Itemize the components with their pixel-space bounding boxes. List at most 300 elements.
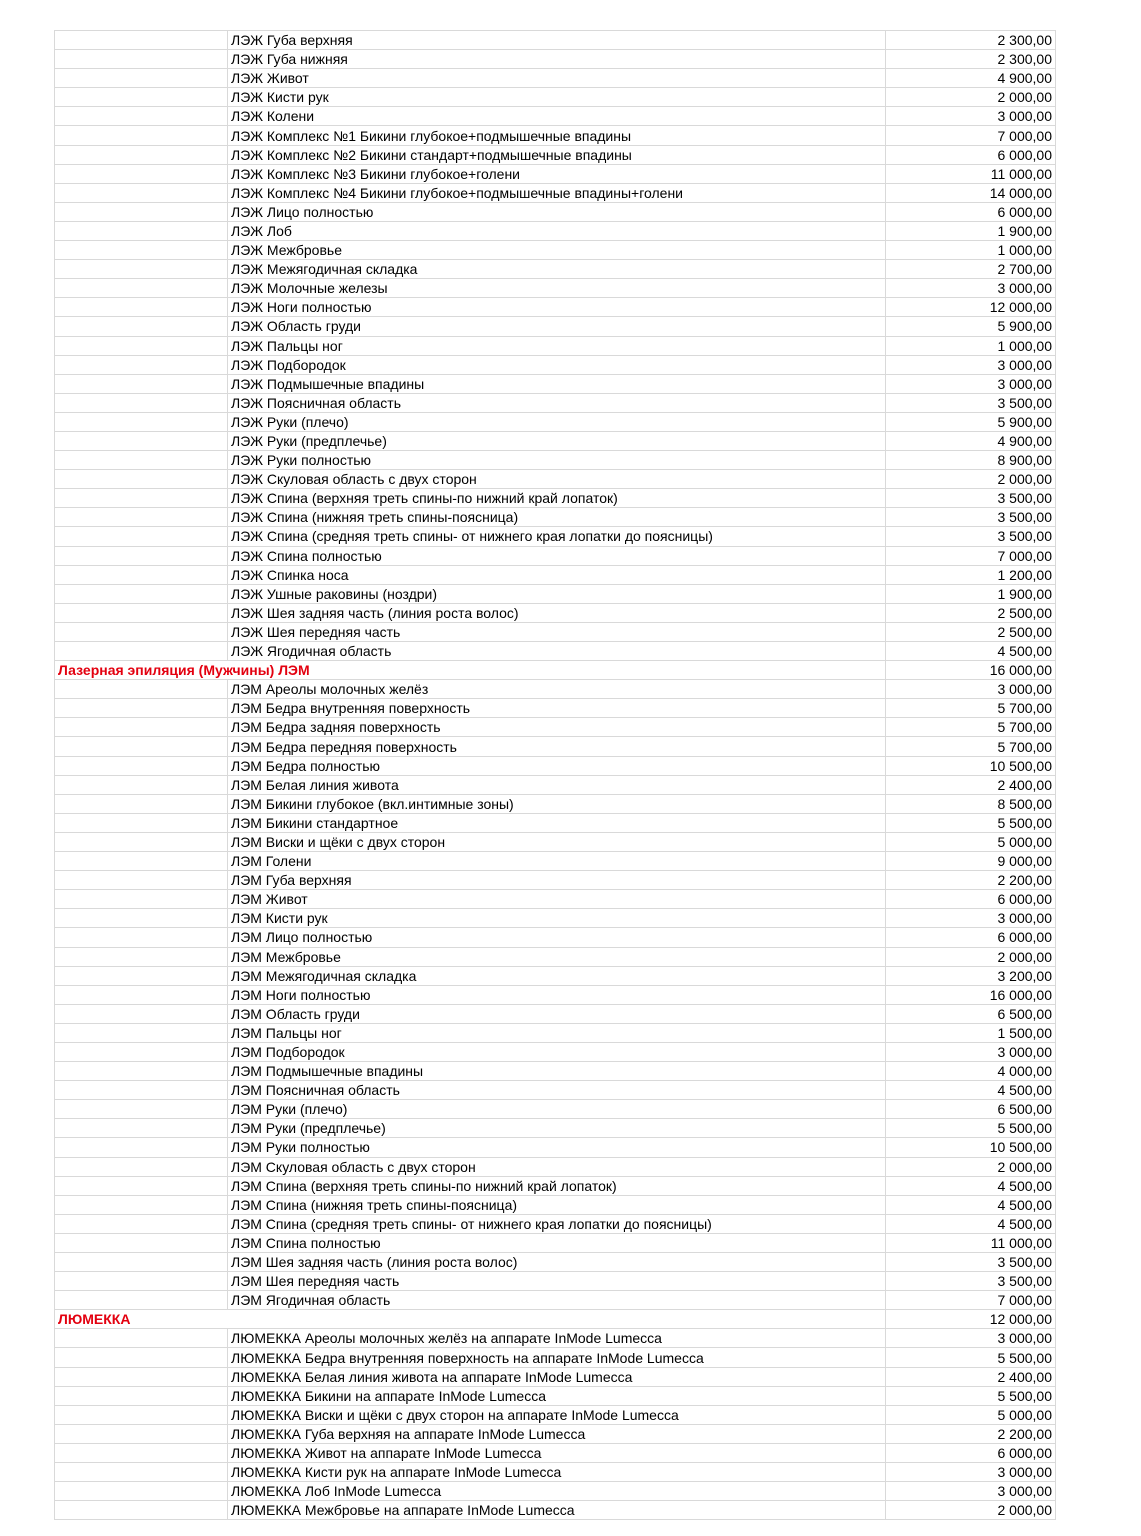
service-row xyxy=(55,1176,1056,1195)
service-row xyxy=(55,221,1056,240)
service-price: 2 300,00 xyxy=(886,31,1056,50)
service-row xyxy=(55,1157,1056,1176)
service-name: ЛЭЖ Ноги полностью xyxy=(228,298,886,317)
service-price: 5 000,00 xyxy=(886,832,1056,851)
empty-cell xyxy=(55,451,228,470)
service-row xyxy=(55,31,1056,50)
service-price: 11 000,00 xyxy=(886,164,1056,183)
service-row xyxy=(55,107,1056,126)
service-price: 4 500,00 xyxy=(886,1081,1056,1100)
service-price: 6 000,00 xyxy=(886,202,1056,221)
service-row xyxy=(55,584,1056,603)
service-row xyxy=(55,1482,1056,1501)
category-price: 16 000,00 xyxy=(886,661,1056,680)
service-price: 16 000,00 xyxy=(886,985,1056,1004)
service-row xyxy=(55,1272,1056,1291)
service-row xyxy=(55,145,1056,164)
service-name: ЛЭМ Межбровье xyxy=(228,947,886,966)
empty-cell xyxy=(55,1367,228,1386)
service-price: 2 500,00 xyxy=(886,603,1056,622)
empty-cell xyxy=(55,1463,228,1482)
service-name: ЛЭЖ Руки (предплечье) xyxy=(228,431,886,450)
service-row xyxy=(55,88,1056,107)
service-row xyxy=(55,928,1056,947)
price-list-sheet xyxy=(54,30,1055,1520)
empty-cell xyxy=(55,260,228,279)
empty-cell xyxy=(55,890,228,909)
service-name: ЛЭЖ Комплекс №2 Бикини стандарт+подмышечные впадины xyxy=(228,145,886,164)
empty-cell xyxy=(228,661,886,680)
service-price: 3 000,00 xyxy=(886,279,1056,298)
service-price: 4 500,00 xyxy=(886,1195,1056,1214)
service-name: ЛЭМ Спина (нижняя треть спины-поясница) xyxy=(228,1195,886,1214)
service-price: 5 900,00 xyxy=(886,412,1056,431)
service-name: ЛЭЖ Лицо полностью xyxy=(228,202,886,221)
service-row xyxy=(55,603,1056,622)
empty-cell xyxy=(55,1100,228,1119)
service-name: ЛЭЖ Живот xyxy=(228,69,886,88)
service-price: 3 200,00 xyxy=(886,966,1056,985)
service-price: 2 000,00 xyxy=(886,1157,1056,1176)
empty-cell xyxy=(55,164,228,183)
service-price: 3 000,00 xyxy=(886,1482,1056,1501)
empty-cell xyxy=(55,1062,228,1081)
service-name: ЛЮМЕККА Бедра внутренняя поверхность на аппарате InMode Lumecca xyxy=(228,1348,886,1367)
service-price: 3 500,00 xyxy=(886,489,1056,508)
empty-cell xyxy=(55,642,228,661)
empty-cell xyxy=(55,966,228,985)
service-name: ЛЮМЕККА Межбровье на аппарате InMode Lumecca xyxy=(228,1501,886,1520)
service-name: ЛЭЖ Молочные железы xyxy=(228,279,886,298)
service-row xyxy=(55,1291,1056,1310)
service-name: ЛЭЖ Межягодичная складка xyxy=(228,260,886,279)
empty-cell xyxy=(55,107,228,126)
service-row xyxy=(55,489,1056,508)
service-name: ЛЭЖ Межбровье xyxy=(228,241,886,260)
empty-cell xyxy=(55,680,228,699)
service-name: ЛЭЖ Спина (нижняя треть спины-поясница) xyxy=(228,508,886,527)
service-price: 2 500,00 xyxy=(886,622,1056,641)
empty-cell xyxy=(55,145,228,164)
service-name: ЛЭМ Белая линия живота xyxy=(228,775,886,794)
service-price: 2 000,00 xyxy=(886,470,1056,489)
service-row xyxy=(55,985,1056,1004)
empty-cell xyxy=(55,1348,228,1367)
service-price: 3 000,00 xyxy=(886,1463,1056,1482)
service-row xyxy=(55,1195,1056,1214)
empty-cell xyxy=(55,221,228,240)
category-title: ЛЮМЕККА xyxy=(55,1310,228,1329)
service-row xyxy=(55,202,1056,221)
service-row xyxy=(55,813,1056,832)
service-row xyxy=(55,470,1056,489)
service-row xyxy=(55,1329,1056,1348)
service-price: 2 200,00 xyxy=(886,871,1056,890)
empty-cell xyxy=(55,1081,228,1100)
empty-cell xyxy=(55,1023,228,1042)
empty-cell xyxy=(55,183,228,202)
service-row xyxy=(55,737,1056,756)
service-price: 2 300,00 xyxy=(886,50,1056,69)
empty-cell xyxy=(55,489,228,508)
service-row xyxy=(55,1119,1056,1138)
empty-cell xyxy=(55,1004,228,1023)
empty-cell xyxy=(55,909,228,928)
service-price: 5 700,00 xyxy=(886,718,1056,737)
service-name: ЛЭЖ Подмышечные впадины xyxy=(228,374,886,393)
empty-cell xyxy=(55,1443,228,1462)
service-row xyxy=(55,909,1056,928)
empty-cell xyxy=(55,317,228,336)
service-row xyxy=(55,527,1056,546)
service-name: ЛЭМ Кисти рук xyxy=(228,909,886,928)
service-row xyxy=(55,279,1056,298)
service-name: ЛЭМ Руки полностью xyxy=(228,1138,886,1157)
service-row xyxy=(55,565,1056,584)
service-price: 3 000,00 xyxy=(886,1329,1056,1348)
service-row xyxy=(55,546,1056,565)
empty-cell xyxy=(55,1119,228,1138)
service-name: ЛЭМ Лицо полностью xyxy=(228,928,886,947)
service-row xyxy=(55,1386,1056,1405)
service-price: 3 000,00 xyxy=(886,374,1056,393)
price-table xyxy=(54,30,1056,1520)
service-name: ЛЭМ Бедра полностью xyxy=(228,756,886,775)
service-row xyxy=(55,1405,1056,1424)
service-row xyxy=(55,852,1056,871)
service-name: ЛЮМЕККА Кисти рук на аппарате InMode Lumecca xyxy=(228,1463,886,1482)
service-row xyxy=(55,393,1056,412)
service-row xyxy=(55,1081,1056,1100)
empty-cell xyxy=(55,1329,228,1348)
service-price: 1 000,00 xyxy=(886,241,1056,260)
service-price: 7 000,00 xyxy=(886,546,1056,565)
service-price: 11 000,00 xyxy=(886,1233,1056,1252)
empty-cell xyxy=(55,1176,228,1195)
service-price: 5 500,00 xyxy=(886,1119,1056,1138)
service-row xyxy=(55,1367,1056,1386)
empty-cell xyxy=(55,374,228,393)
empty-cell xyxy=(55,718,228,737)
empty-cell xyxy=(55,871,228,890)
empty-cell xyxy=(55,31,228,50)
service-price: 3 500,00 xyxy=(886,1253,1056,1272)
service-price: 2 000,00 xyxy=(886,88,1056,107)
category-row xyxy=(55,661,1056,680)
service-row xyxy=(55,622,1056,641)
service-row xyxy=(55,1424,1056,1443)
service-row xyxy=(55,871,1056,890)
service-row xyxy=(55,50,1056,69)
service-name: ЛЭМ Виски и щёки с двух сторон xyxy=(228,832,886,851)
service-price: 3 500,00 xyxy=(886,1272,1056,1291)
service-row xyxy=(55,431,1056,450)
service-row xyxy=(55,680,1056,699)
service-price: 5 500,00 xyxy=(886,1348,1056,1367)
service-price: 5 700,00 xyxy=(886,737,1056,756)
service-row xyxy=(55,355,1056,374)
service-row xyxy=(55,298,1056,317)
service-price: 5 000,00 xyxy=(886,1405,1056,1424)
service-name: ЛЭМ Спина (средняя треть спины- от нижнего края лопатки до поясницы) xyxy=(228,1214,886,1233)
service-row xyxy=(55,718,1056,737)
service-row xyxy=(55,642,1056,661)
service-row xyxy=(55,794,1056,813)
service-row xyxy=(55,241,1056,260)
service-name: ЛЭМ Бедра задняя поверхность xyxy=(228,718,886,737)
service-name: ЛЭМ Поясничная область xyxy=(228,1081,886,1100)
service-name: ЛЮМЕККА Лоб InMode Lumecca xyxy=(228,1482,886,1501)
service-row xyxy=(55,374,1056,393)
service-name: ЛЭМ Пальцы ног xyxy=(228,1023,886,1042)
service-name: ЛЮМЕККА Бикини на аппарате InMode Lumecca xyxy=(228,1386,886,1405)
empty-cell xyxy=(55,546,228,565)
service-price: 3 000,00 xyxy=(886,909,1056,928)
empty-cell xyxy=(55,431,228,450)
service-name: ЛЭЖ Область груди xyxy=(228,317,886,336)
category-row xyxy=(55,1310,1056,1329)
service-price: 3 000,00 xyxy=(886,107,1056,126)
empty-cell xyxy=(55,470,228,489)
service-row xyxy=(55,775,1056,794)
service-price: 8 900,00 xyxy=(886,451,1056,470)
service-row xyxy=(55,1443,1056,1462)
empty-cell xyxy=(55,1157,228,1176)
service-name: ЛЭМ Голени xyxy=(228,852,886,871)
empty-cell xyxy=(55,1042,228,1061)
service-name: ЛЭМ Бикини стандартное xyxy=(228,813,886,832)
service-name: ЛЭЖ Кисти рук xyxy=(228,88,886,107)
empty-cell xyxy=(55,412,228,431)
empty-cell xyxy=(55,1291,228,1310)
service-price: 6 500,00 xyxy=(886,1100,1056,1119)
service-name: ЛЭМ Подмышечные впадины xyxy=(228,1062,886,1081)
category-title: Лазерная эпиляция (Мужчины) ЛЭМ xyxy=(55,661,228,680)
service-name: ЛЮМЕККА Ареолы молочных желёз на аппарате InMode Lumecca xyxy=(228,1329,886,1348)
service-row xyxy=(55,1138,1056,1157)
service-name: ЛЭМ Губа верхняя xyxy=(228,871,886,890)
service-price: 1 000,00 xyxy=(886,336,1056,355)
empty-cell xyxy=(55,88,228,107)
service-price: 2 700,00 xyxy=(886,260,1056,279)
service-row xyxy=(55,1100,1056,1119)
service-row xyxy=(55,947,1056,966)
service-name: ЛЭМ Межягодичная складка xyxy=(228,966,886,985)
service-price: 5 500,00 xyxy=(886,813,1056,832)
empty-cell xyxy=(55,947,228,966)
empty-cell xyxy=(55,603,228,622)
service-name: ЛЭМ Спина (верхняя треть спины-по нижний край лопаток) xyxy=(228,1176,886,1195)
empty-cell xyxy=(228,1310,886,1329)
empty-cell xyxy=(55,794,228,813)
service-name: ЛЭЖ Руки полностью xyxy=(228,451,886,470)
service-price: 10 500,00 xyxy=(886,1138,1056,1157)
empty-cell xyxy=(55,1253,228,1272)
service-row xyxy=(55,1214,1056,1233)
service-price: 5 900,00 xyxy=(886,317,1056,336)
service-price: 3 000,00 xyxy=(886,1042,1056,1061)
service-name: ЛЭМ Шея передняя часть xyxy=(228,1272,886,1291)
service-name: ЛЭМ Спина полностью xyxy=(228,1233,886,1252)
service-price: 6 500,00 xyxy=(886,1004,1056,1023)
service-price: 3 000,00 xyxy=(886,355,1056,374)
empty-cell xyxy=(55,298,228,317)
service-price: 4 500,00 xyxy=(886,642,1056,661)
empty-cell xyxy=(55,1482,228,1501)
service-price: 14 000,00 xyxy=(886,183,1056,202)
service-price: 6 000,00 xyxy=(886,928,1056,947)
service-name: ЛЭМ Подбородок xyxy=(228,1042,886,1061)
service-name: ЛЭЖ Скуловая область с двух сторон xyxy=(228,470,886,489)
service-row xyxy=(55,451,1056,470)
service-price: 6 000,00 xyxy=(886,145,1056,164)
service-name: ЛЮМЕККА Живот на аппарате InMode Lumecca xyxy=(228,1443,886,1462)
service-price: 3 500,00 xyxy=(886,508,1056,527)
empty-cell xyxy=(55,1138,228,1157)
service-price: 2 000,00 xyxy=(886,947,1056,966)
empty-cell xyxy=(55,1501,228,1520)
service-price: 5 500,00 xyxy=(886,1386,1056,1405)
service-price: 6 000,00 xyxy=(886,890,1056,909)
service-price: 1 500,00 xyxy=(886,1023,1056,1042)
service-name: ЛЭЖ Губа нижняя xyxy=(228,50,886,69)
service-price: 4 500,00 xyxy=(886,1214,1056,1233)
empty-cell xyxy=(55,928,228,947)
service-name: ЛЭМ Бедра внутренняя поверхность xyxy=(228,699,886,718)
service-name: ЛЭЖ Лоб xyxy=(228,221,886,240)
service-row xyxy=(55,412,1056,431)
service-row xyxy=(55,756,1056,775)
service-row xyxy=(55,1463,1056,1482)
empty-cell xyxy=(55,699,228,718)
empty-cell xyxy=(55,241,228,260)
service-name: ЛЭМ Скуловая область с двух сторон xyxy=(228,1157,886,1176)
service-row xyxy=(55,336,1056,355)
empty-cell xyxy=(55,985,228,1004)
service-row xyxy=(55,1042,1056,1061)
service-row xyxy=(55,1004,1056,1023)
service-row xyxy=(55,260,1056,279)
service-name: ЛЭЖ Шея задняя часть (линия роста волос) xyxy=(228,603,886,622)
service-price: 1 900,00 xyxy=(886,221,1056,240)
service-row xyxy=(55,69,1056,88)
service-name: ЛЭМ Ягодичная область xyxy=(228,1291,886,1310)
service-name: ЛЭЖ Спина (верхняя треть спины-по нижний край лопаток) xyxy=(228,489,886,508)
service-name: ЛЭМ Бикини глубокое (вкл.интимные зоны) xyxy=(228,794,886,813)
service-row xyxy=(55,966,1056,985)
service-name: ЛЭМ Область груди xyxy=(228,1004,886,1023)
empty-cell xyxy=(55,355,228,374)
service-price: 2 000,00 xyxy=(886,1501,1056,1520)
service-name: ЛЭЖ Губа верхняя xyxy=(228,31,886,50)
category-price: 12 000,00 xyxy=(886,1310,1056,1329)
service-price: 10 500,00 xyxy=(886,756,1056,775)
service-price: 2 400,00 xyxy=(886,1367,1056,1386)
service-price: 3 500,00 xyxy=(886,527,1056,546)
service-name: ЛЭМ Ареолы молочных желёз xyxy=(228,680,886,699)
service-name: ЛЭЖ Подбородок xyxy=(228,355,886,374)
empty-cell xyxy=(55,50,228,69)
empty-cell xyxy=(55,832,228,851)
service-price: 8 500,00 xyxy=(886,794,1056,813)
service-name: ЛЭЖ Поясничная область xyxy=(228,393,886,412)
service-price: 4 000,00 xyxy=(886,1062,1056,1081)
service-name: ЛЭМ Шея задняя часть (линия роста волос) xyxy=(228,1253,886,1272)
empty-cell xyxy=(55,737,228,756)
empty-cell xyxy=(55,1195,228,1214)
service-name: ЛЮМЕККА Белая линия живота на аппарате InMode Lumecca xyxy=(228,1367,886,1386)
empty-cell xyxy=(55,775,228,794)
empty-cell xyxy=(55,756,228,775)
empty-cell xyxy=(55,336,228,355)
service-name: ЛЭЖ Руки (плечо) xyxy=(228,412,886,431)
service-name: ЛЭЖ Спина (средняя треть спины- от нижнего края лопатки до поясницы) xyxy=(228,527,886,546)
service-row xyxy=(55,183,1056,202)
service-name: ЛЭЖ Пальцы ног xyxy=(228,336,886,355)
service-row xyxy=(55,164,1056,183)
service-price: 3 000,00 xyxy=(886,680,1056,699)
service-price: 7 000,00 xyxy=(886,1291,1056,1310)
service-name: ЛЭМ Руки (предплечье) xyxy=(228,1119,886,1138)
service-row xyxy=(55,1348,1056,1367)
service-row xyxy=(55,890,1056,909)
service-price: 3 500,00 xyxy=(886,393,1056,412)
service-name: ЛЭЖ Ушные раковины (ноздри) xyxy=(228,584,886,603)
service-row xyxy=(55,317,1056,336)
empty-cell xyxy=(55,527,228,546)
empty-cell xyxy=(55,393,228,412)
service-name: ЛЭМ Живот xyxy=(228,890,886,909)
service-price: 6 000,00 xyxy=(886,1443,1056,1462)
service-price: 9 000,00 xyxy=(886,852,1056,871)
service-price: 2 200,00 xyxy=(886,1424,1056,1443)
empty-cell xyxy=(55,565,228,584)
service-price: 4 500,00 xyxy=(886,1176,1056,1195)
empty-cell xyxy=(55,1272,228,1291)
empty-cell xyxy=(55,584,228,603)
empty-cell xyxy=(55,852,228,871)
empty-cell xyxy=(55,1386,228,1405)
service-name: ЛЭМ Руки (плечо) xyxy=(228,1100,886,1119)
service-name: ЛЭЖ Ягодичная область xyxy=(228,642,886,661)
service-row xyxy=(55,1501,1056,1520)
price-table-body xyxy=(55,31,1056,1520)
empty-cell xyxy=(55,1424,228,1443)
empty-cell xyxy=(55,202,228,221)
service-name: ЛЭЖ Комплекс №1 Бикини глубокое+подмышечные впадины xyxy=(228,126,886,145)
empty-cell xyxy=(55,69,228,88)
empty-cell xyxy=(55,1214,228,1233)
empty-cell xyxy=(55,508,228,527)
empty-cell xyxy=(55,622,228,641)
service-name: ЛЭЖ Спина полностью xyxy=(228,546,886,565)
service-row xyxy=(55,1233,1056,1252)
service-name: ЛЭЖ Колени xyxy=(228,107,886,126)
service-name: ЛЭЖ Комплекс №3 Бикини глубокое+голени xyxy=(228,164,886,183)
service-row xyxy=(55,508,1056,527)
service-row xyxy=(55,1023,1056,1042)
service-price: 1 200,00 xyxy=(886,565,1056,584)
service-row xyxy=(55,832,1056,851)
empty-cell xyxy=(55,813,228,832)
service-row xyxy=(55,1062,1056,1081)
service-price: 7 000,00 xyxy=(886,126,1056,145)
service-row xyxy=(55,126,1056,145)
empty-cell xyxy=(55,1233,228,1252)
service-price: 5 700,00 xyxy=(886,699,1056,718)
empty-cell xyxy=(55,126,228,145)
empty-cell xyxy=(55,279,228,298)
